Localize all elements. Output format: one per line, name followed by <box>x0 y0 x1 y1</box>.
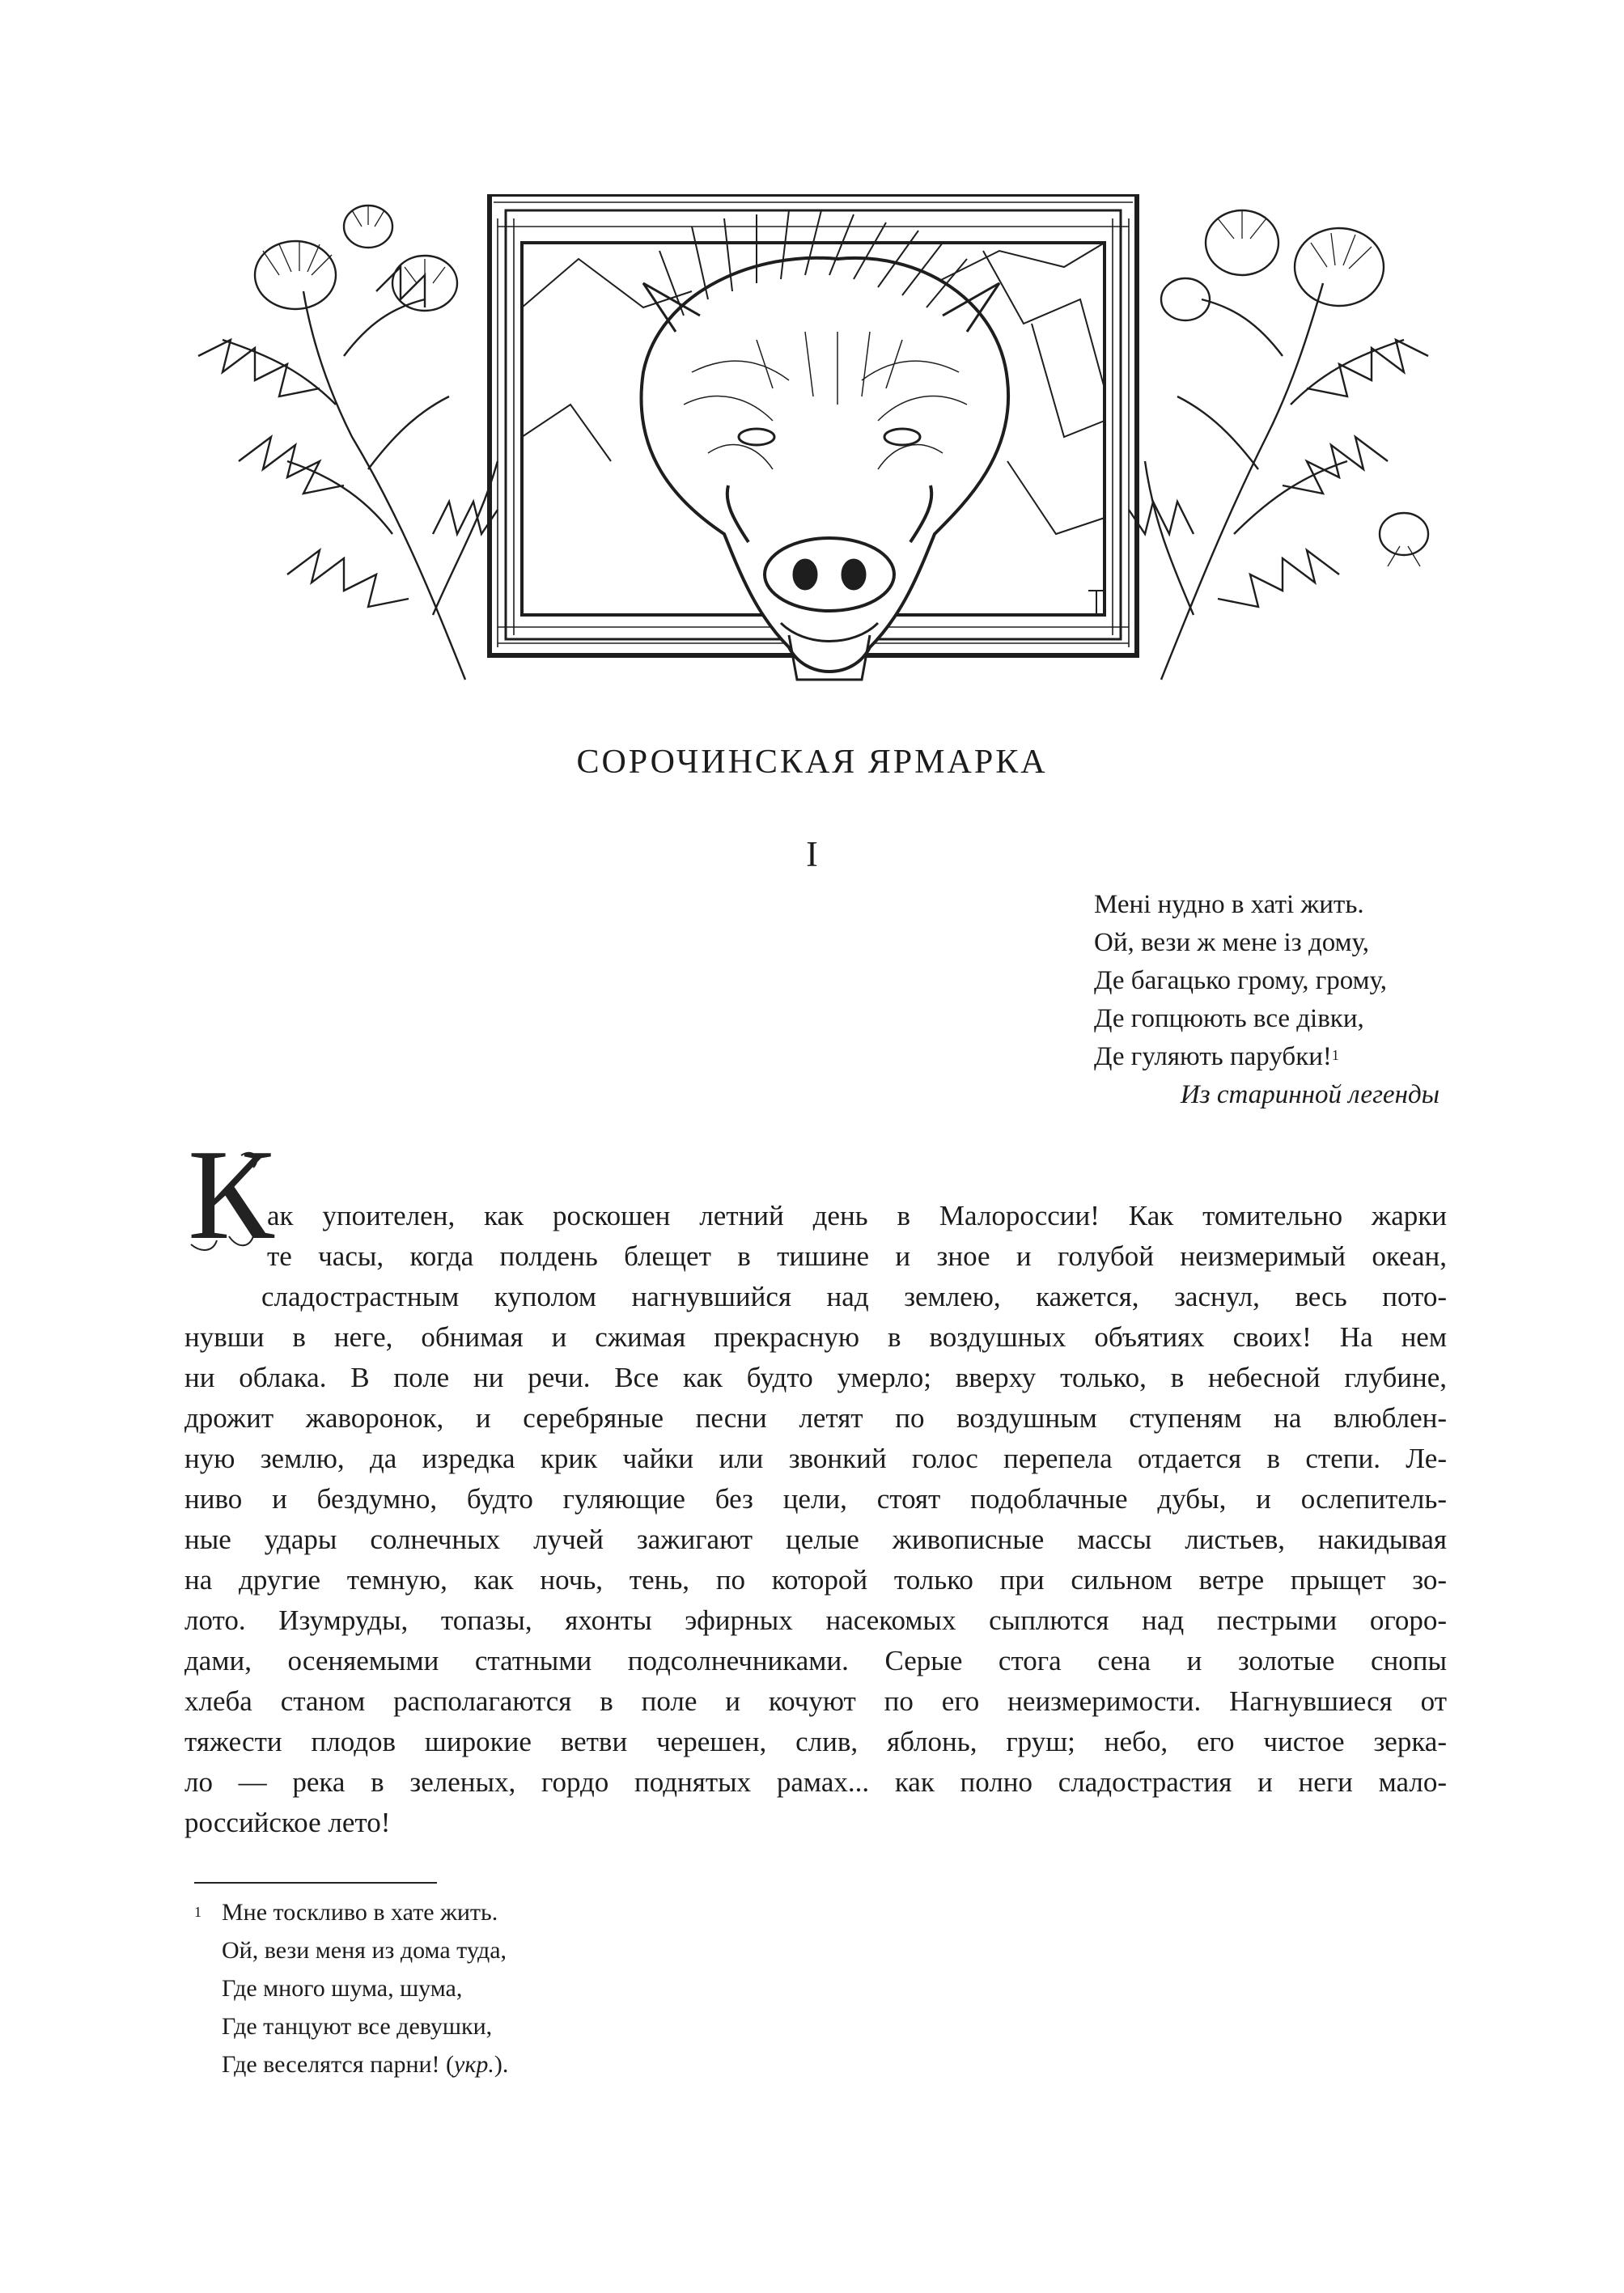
footnote-mark: 1 <box>194 1904 201 1920</box>
footnote-text: Где веселятся парни! ( <box>222 2051 455 2078</box>
footnote-line: Ой, вези меня из дома туда, <box>222 1937 507 1964</box>
body-line: на другие темную, как ночь, тень, по которой только при сильном ветре прыщет зо- <box>184 1564 1447 1596</box>
footnote-line: Где много шума, шума, <box>222 1975 463 2002</box>
body-line: дрожит жаворонок, и серебряные песни летят по воздушным ступеням на влюблен- <box>184 1402 1447 1434</box>
drop-cap-letter: К <box>188 1122 274 1266</box>
chapter-title: СОРОЧИНСКАЯ ЯРМАРКА <box>576 744 1048 781</box>
footnote-line-last <box>194 2045 922 2083</box>
epigraph-line-last <box>1094 1038 1458 1076</box>
body-line: ни облака. В поле ни речи. Все как будто умерло; вверху только, в небесной глубине, <box>184 1362 1447 1393</box>
footnote-text-end: ). <box>494 2051 509 2078</box>
epigraph-line: Мені нудно в хаті жить. <box>1094 890 1364 919</box>
epigraph-line: Де гопцюють все дівки, <box>1094 1004 1364 1033</box>
epigraph-line: Ой, вези ж мене із дому, <box>1094 928 1369 957</box>
body-line: нувши в неге, обнимая и сжимая прекрасную в воздушных объятиях своих! На нем <box>184 1321 1447 1353</box>
body-line: ло — река в зеленых, гордо поднятых рамах... как полно сладострастия и неги мало- <box>184 1766 1447 1798</box>
language-abbreviation: укр. <box>454 2051 494 2078</box>
body-paragraph <box>184 1196 1447 1843</box>
footnote-reference[interactable]: 1 <box>1331 1047 1339 1063</box>
body-line: ные удары солнечных лучей зажигают целые живописные массы листьев, накидывая <box>184 1524 1447 1555</box>
body-line: те часы, когда полдень блещет в тишине и зное и голубой неизмеримый океан, <box>267 1240 1447 1272</box>
body-line: лото. Изумруды, топазы, яхонты эфирных насекомых сыплются над пестрыми огоро- <box>184 1604 1447 1636</box>
body-line: сладострастным куполом нагнувшийся над землею, кажется, заснул, весь пото- <box>261 1281 1447 1312</box>
body-line: хлеба станом располагаются в поле и кочуют по его неизмеримости. Нагнувшиеся от <box>184 1685 1447 1717</box>
footnote-divider <box>194 1882 437 1884</box>
body-line-last: российское лето! <box>184 1807 391 1838</box>
body-line: дами, осеняемыми статными подсолнечниками. Серые стога сена и золотые снопы <box>184 1645 1447 1676</box>
footnote <box>194 1893 922 2083</box>
body-line: тяжести плодов широкие ветви черешен, слив, яблонь, груш; небо, его чистое зерка- <box>184 1726 1447 1757</box>
body-line: ную землю, да изредка крик чайки или звонкий голос перепела отдается в степи. Ле- <box>184 1443 1447 1474</box>
boar-engraving-illustration <box>190 194 1436 712</box>
epigraph-source: Из старинной легенды <box>1180 1080 1440 1109</box>
body-line: ниво и бездумно, будто гуляющие без цели, стоят подоблачные дубы, и ослепитель- <box>184 1483 1447 1515</box>
epigraph-line-text: Де гуляють парубки! <box>1094 1042 1332 1071</box>
section-number: I <box>806 834 818 874</box>
epigraph <box>1094 886 1458 1076</box>
epigraph-line: Де багацько грому, грому, <box>1094 966 1387 995</box>
body-line: ак упоителен, как роскошен летний день в Малороссии! Как томительно жарки <box>267 1200 1447 1231</box>
footnote-line: Где танцуют все девушки, <box>222 2013 493 2040</box>
footnote-line: Мне тоскливо в хате жить. <box>222 1899 498 1926</box>
